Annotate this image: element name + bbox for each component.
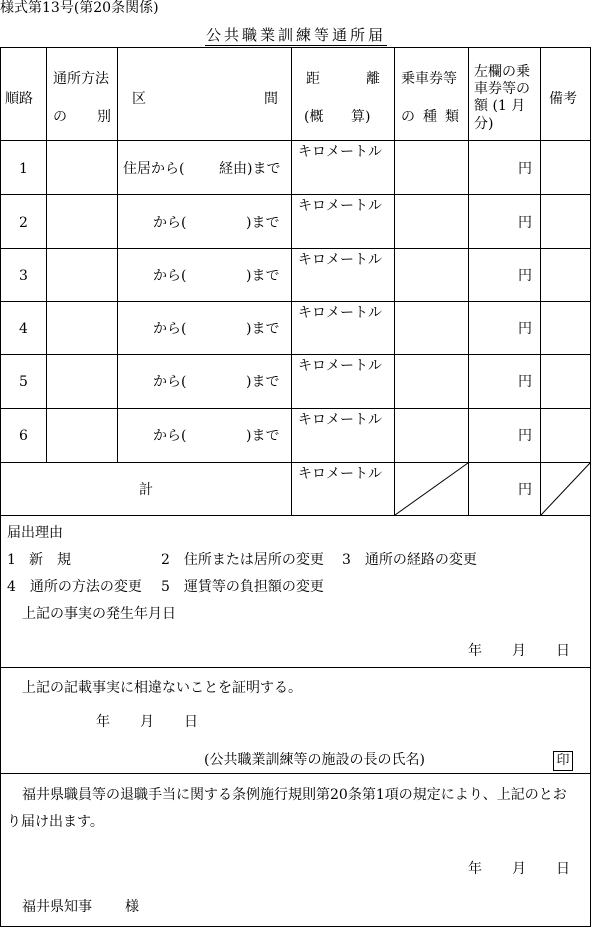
certification-day: 日 — [184, 714, 198, 730]
addressee: 福井県知事 — [22, 899, 92, 915]
row-number: 3 — [19, 268, 28, 284]
header-amount-line3: 額 (1 月 — [474, 98, 526, 114]
route-to: )まで — [246, 428, 280, 444]
reason-option-5: 5 運賃等の負担額の変更 — [161, 579, 324, 595]
distance-unit: キロメートル — [298, 358, 382, 374]
header-distance-note-b: 算) — [351, 109, 371, 125]
col-line — [540, 47, 541, 515]
header-distance-kyo: 距 — [306, 71, 320, 87]
header-ticket-shu: 種 — [423, 109, 437, 125]
section-line — [0, 667, 591, 668]
occurrence-year: 年 — [468, 643, 482, 659]
form-title: 公共職業訓練等通所届 — [205, 26, 386, 44]
seal-stamp-box: 印 — [553, 751, 573, 771]
header-method-line1: 通所方法 — [53, 71, 109, 87]
submission-year: 年 — [468, 861, 482, 877]
route-to: )まで — [246, 268, 280, 284]
header-distance-ri: 離 — [366, 71, 380, 87]
reason-option-1-number: 1 — [7, 552, 16, 568]
col-line — [394, 47, 395, 515]
row-number: 5 — [19, 374, 28, 390]
reason-heading: 届出理由 — [7, 525, 63, 541]
header-ticket-line1: 乗車券等 — [401, 71, 457, 87]
route-from: から( — [153, 268, 187, 284]
total-ticket-diagonal — [394, 462, 469, 516]
row-line — [0, 408, 591, 409]
row-number: 6 — [19, 428, 28, 444]
header-remarks: 備考 — [549, 91, 577, 107]
submission-text-line1: 福井県職員等の退職手当に関する条例施行規則第20条第1項の規定により、上記のとお — [22, 787, 567, 803]
amount-unit: 円 — [518, 215, 532, 231]
occurrence-day: 日 — [556, 643, 570, 659]
route-from: 住居から( — [123, 161, 185, 177]
header-order: 順路 — [5, 91, 33, 107]
occurrence-month: 月 — [512, 643, 526, 659]
header-section-ku: 区 — [132, 91, 146, 107]
distance-unit: キロメートル — [298, 305, 382, 321]
route-from: から( — [153, 215, 187, 231]
distance-unit: キロメートル — [298, 198, 382, 214]
route-from: から( — [153, 428, 187, 444]
row-number: 4 — [19, 321, 28, 337]
distance-unit: キロメートル — [298, 252, 382, 268]
section-line — [0, 515, 591, 516]
form-number: 様式第13号(第20条関係) — [0, 0, 159, 16]
total-amount-unit: 円 — [518, 482, 532, 498]
row-line — [0, 140, 591, 141]
header-distance-note-a: (概 — [304, 109, 324, 125]
route-to: 経由)まで — [219, 161, 281, 177]
submission-text-line2: り届け出ます。 — [7, 814, 104, 830]
row-line — [0, 248, 591, 249]
header-amount-line2: 車券等の — [474, 81, 530, 97]
row-number: 2 — [19, 215, 28, 231]
reason-option-3: 3 通所の経路の変更 — [342, 552, 477, 568]
route-from: から( — [153, 374, 187, 390]
amount-unit: 円 — [518, 374, 532, 390]
amount-unit: 円 — [518, 161, 532, 177]
section-line — [0, 773, 591, 774]
distance-unit: キロメートル — [298, 144, 382, 160]
header-amount-line1: 左欄の乗 — [474, 64, 530, 80]
distance-unit: キロメートル — [298, 412, 382, 428]
total-distance-unit: キロメートル — [298, 466, 382, 482]
col-line — [468, 47, 469, 515]
amount-unit: 円 — [518, 428, 532, 444]
header-method-no: の — [53, 109, 67, 125]
certification-year: 年 — [96, 714, 110, 730]
reason-option-1-label: 新 規 — [29, 552, 71, 568]
col-line — [291, 47, 292, 515]
facility-head-name-label: (公共職業訓練等の施設の長の氏名) — [204, 752, 425, 768]
submission-month: 月 — [512, 861, 526, 877]
route-to: )まで — [246, 321, 280, 337]
amount-unit: 円 — [518, 321, 532, 337]
submission-day: 日 — [556, 861, 570, 877]
total-label: 計 — [139, 482, 153, 498]
col-line — [117, 47, 118, 462]
header-ticket-no: の — [401, 109, 415, 125]
reason-option-4: 4 通所の方法の変更 — [7, 579, 142, 595]
addressee-honorific: 様 — [125, 899, 139, 915]
header-method-betsu: 別 — [97, 109, 111, 125]
row-number: 1 — [19, 161, 28, 177]
header-section-kan: 間 — [264, 91, 278, 107]
row-line — [0, 354, 591, 355]
total-remarks-diagonal — [540, 462, 591, 516]
route-from: から( — [153, 321, 187, 337]
route-to: )まで — [246, 374, 280, 390]
row-line — [0, 301, 591, 302]
col-line — [46, 47, 47, 462]
header-amount-line4: 分) — [474, 116, 494, 132]
route-to: )まで — [246, 215, 280, 231]
row-line — [0, 462, 591, 463]
certification-month: 月 — [140, 714, 154, 730]
occurrence-date-label: 上記の事実の発生年月日 — [22, 606, 176, 622]
reason-option-2: 2 住所または居所の変更 — [161, 552, 324, 568]
amount-unit: 円 — [518, 268, 532, 284]
row-line — [0, 194, 591, 195]
header-ticket-rui: 類 — [445, 109, 459, 125]
certification-statement: 上記の記載事実に相違ないことを証明する。 — [22, 680, 302, 696]
